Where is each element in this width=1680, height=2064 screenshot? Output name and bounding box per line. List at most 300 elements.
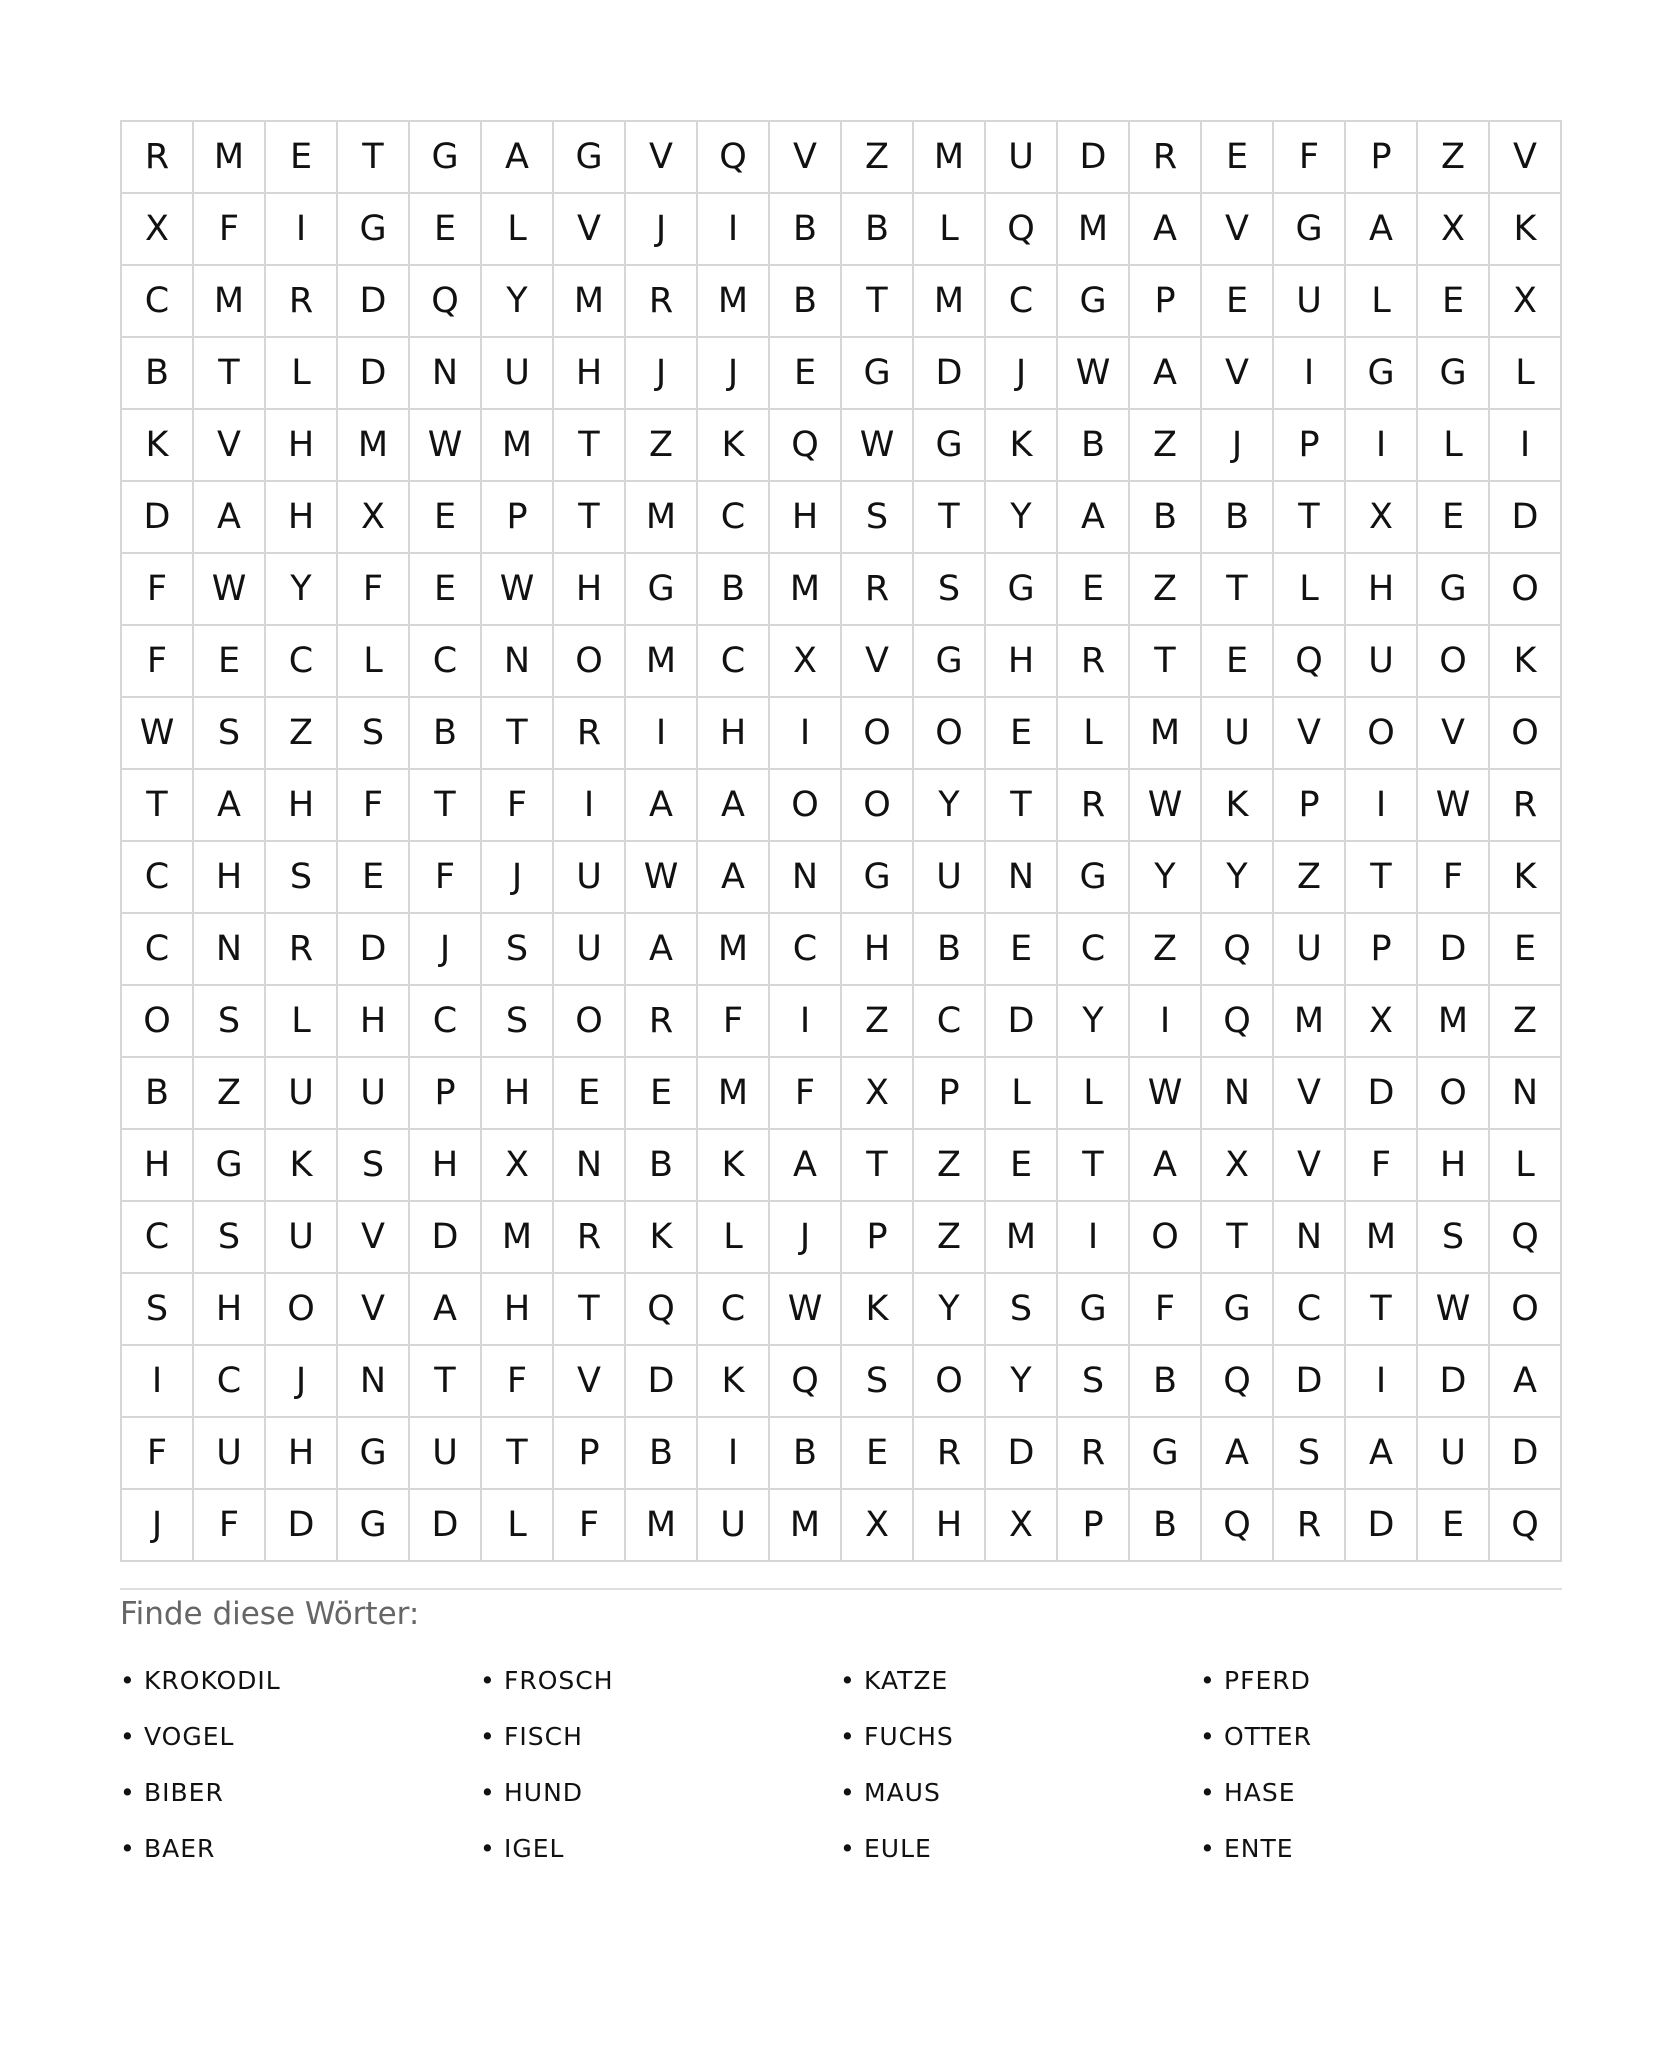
grid-cell[interactable]: O xyxy=(1490,554,1562,626)
grid-cell[interactable]: X xyxy=(482,1130,554,1202)
grid-cell[interactable]: G xyxy=(338,1418,410,1490)
grid-cell[interactable]: D xyxy=(410,1202,482,1274)
grid-cell[interactable]: F xyxy=(554,1490,626,1562)
grid-cell[interactable]: E xyxy=(554,1058,626,1130)
grid-cell[interactable]: G xyxy=(554,122,626,194)
grid-cell[interactable]: U xyxy=(914,842,986,914)
grid-cell[interactable]: C xyxy=(410,626,482,698)
grid-cell[interactable]: F xyxy=(122,554,194,626)
grid-cell[interactable]: O xyxy=(770,770,842,842)
grid-cell[interactable]: A xyxy=(626,770,698,842)
grid-cell[interactable]: Y xyxy=(266,554,338,626)
grid-cell[interactable]: Z xyxy=(1130,914,1202,986)
grid-cell[interactable]: M xyxy=(194,122,266,194)
grid-cell[interactable]: M xyxy=(698,266,770,338)
grid-cell[interactable]: W xyxy=(194,554,266,626)
grid-cell[interactable]: O xyxy=(554,626,626,698)
grid-cell[interactable]: F xyxy=(698,986,770,1058)
grid-cell[interactable]: R xyxy=(1058,1418,1130,1490)
grid-cell[interactable]: M xyxy=(626,1490,698,1562)
grid-cell[interactable]: M xyxy=(626,482,698,554)
grid-cell[interactable]: R xyxy=(1274,1490,1346,1562)
grid-cell[interactable]: E xyxy=(410,554,482,626)
grid-cell[interactable]: L xyxy=(266,338,338,410)
grid-cell[interactable]: H xyxy=(266,770,338,842)
grid-cell[interactable]: J xyxy=(410,914,482,986)
grid-cell[interactable]: A xyxy=(1130,1130,1202,1202)
grid-cell[interactable]: N xyxy=(986,842,1058,914)
grid-cell[interactable]: K xyxy=(698,1346,770,1418)
grid-cell[interactable]: U xyxy=(266,1202,338,1274)
grid-cell[interactable]: Z xyxy=(914,1202,986,1274)
grid-cell[interactable]: C xyxy=(122,842,194,914)
grid-cell[interactable]: U xyxy=(482,338,554,410)
grid-cell[interactable]: Z xyxy=(1274,842,1346,914)
grid-cell[interactable]: F xyxy=(1346,1130,1418,1202)
grid-cell[interactable]: Y xyxy=(986,482,1058,554)
grid-cell[interactable]: N xyxy=(410,338,482,410)
grid-cell[interactable]: K xyxy=(986,410,1058,482)
grid-cell[interactable]: O xyxy=(842,770,914,842)
grid-cell[interactable]: A xyxy=(698,770,770,842)
grid-cell[interactable]: Z xyxy=(842,986,914,1058)
grid-cell[interactable]: U xyxy=(266,1058,338,1130)
grid-cell[interactable]: J xyxy=(986,338,1058,410)
grid-cell[interactable]: D xyxy=(914,338,986,410)
grid-cell[interactable]: E xyxy=(1058,554,1130,626)
grid-cell[interactable]: H xyxy=(482,1058,554,1130)
grid-cell[interactable]: E xyxy=(1202,122,1274,194)
grid-cell[interactable]: D xyxy=(1346,1058,1418,1130)
grid-cell[interactable]: A xyxy=(626,914,698,986)
grid-cell[interactable]: H xyxy=(194,1274,266,1346)
grid-cell[interactable]: U xyxy=(1274,914,1346,986)
grid-cell[interactable]: Q xyxy=(626,1274,698,1346)
grid-cell[interactable]: J xyxy=(626,338,698,410)
grid-cell[interactable]: O xyxy=(1130,1202,1202,1274)
grid-cell[interactable]: V xyxy=(842,626,914,698)
grid-cell[interactable]: M xyxy=(986,1202,1058,1274)
grid-cell[interactable]: U xyxy=(1274,266,1346,338)
grid-cell[interactable]: T xyxy=(554,482,626,554)
grid-cell[interactable]: I xyxy=(1130,986,1202,1058)
grid-cell[interactable]: R xyxy=(1490,770,1562,842)
grid-cell[interactable]: C xyxy=(1274,1274,1346,1346)
grid-cell[interactable]: G xyxy=(194,1130,266,1202)
grid-cell[interactable]: H xyxy=(770,482,842,554)
grid-cell[interactable]: A xyxy=(1130,338,1202,410)
grid-cell[interactable]: M xyxy=(1418,986,1490,1058)
grid-cell[interactable]: D xyxy=(266,1490,338,1562)
grid-cell[interactable]: B xyxy=(770,194,842,266)
grid-cell[interactable]: B xyxy=(770,1418,842,1490)
grid-cell[interactable]: E xyxy=(770,338,842,410)
grid-cell[interactable]: W xyxy=(1418,770,1490,842)
grid-cell[interactable]: W xyxy=(770,1274,842,1346)
grid-cell[interactable]: M xyxy=(482,410,554,482)
grid-cell[interactable]: I xyxy=(770,986,842,1058)
grid-cell[interactable]: Z xyxy=(194,1058,266,1130)
grid-cell[interactable]: U xyxy=(554,914,626,986)
grid-cell[interactable]: H xyxy=(1346,554,1418,626)
grid-cell[interactable]: O xyxy=(842,698,914,770)
grid-cell[interactable]: R xyxy=(122,122,194,194)
grid-cell[interactable]: M xyxy=(626,626,698,698)
grid-cell[interactable]: U xyxy=(410,1418,482,1490)
grid-cell[interactable]: A xyxy=(1346,1418,1418,1490)
grid-cell[interactable]: C xyxy=(266,626,338,698)
grid-cell[interactable]: F xyxy=(482,770,554,842)
grid-cell[interactable]: H xyxy=(194,842,266,914)
grid-cell[interactable]: P xyxy=(842,1202,914,1274)
grid-cell[interactable]: R xyxy=(842,554,914,626)
grid-cell[interactable]: Y xyxy=(986,1346,1058,1418)
grid-cell[interactable]: B xyxy=(122,338,194,410)
grid-cell[interactable]: E xyxy=(1202,266,1274,338)
grid-cell[interactable]: U xyxy=(698,1490,770,1562)
grid-cell[interactable]: S xyxy=(122,1274,194,1346)
grid-cell[interactable]: V xyxy=(1274,1058,1346,1130)
grid-cell[interactable]: H xyxy=(266,1418,338,1490)
grid-cell[interactable]: L xyxy=(1346,266,1418,338)
grid-cell[interactable]: X xyxy=(1346,986,1418,1058)
grid-cell[interactable]: E xyxy=(338,842,410,914)
grid-cell[interactable]: S xyxy=(482,986,554,1058)
grid-cell[interactable]: H xyxy=(914,1490,986,1562)
grid-cell[interactable]: P xyxy=(914,1058,986,1130)
grid-cell[interactable]: Q xyxy=(770,1346,842,1418)
grid-cell[interactable]: A xyxy=(1202,1418,1274,1490)
grid-cell[interactable]: Q xyxy=(1202,914,1274,986)
grid-cell[interactable]: V xyxy=(194,410,266,482)
grid-cell[interactable]: J xyxy=(1202,410,1274,482)
grid-cell[interactable]: B xyxy=(1130,1346,1202,1418)
grid-cell[interactable]: A xyxy=(1058,482,1130,554)
grid-cell[interactable]: G xyxy=(1058,842,1130,914)
grid-cell[interactable]: R xyxy=(266,914,338,986)
grid-cell[interactable]: L xyxy=(1058,698,1130,770)
grid-cell[interactable]: T xyxy=(842,1130,914,1202)
grid-cell[interactable]: C xyxy=(698,626,770,698)
grid-cell[interactable]: H xyxy=(338,986,410,1058)
grid-cell[interactable]: B xyxy=(626,1130,698,1202)
grid-cell[interactable]: R xyxy=(1058,770,1130,842)
grid-cell[interactable]: O xyxy=(1490,1274,1562,1346)
grid-cell[interactable]: O xyxy=(1346,698,1418,770)
grid-cell[interactable]: I xyxy=(1058,1202,1130,1274)
grid-cell[interactable]: E xyxy=(1202,626,1274,698)
grid-cell[interactable]: Y xyxy=(1202,842,1274,914)
grid-cell[interactable]: T xyxy=(194,338,266,410)
grid-cell[interactable]: B xyxy=(1130,1490,1202,1562)
grid-cell[interactable]: K xyxy=(1490,842,1562,914)
grid-cell[interactable]: L xyxy=(266,986,338,1058)
grid-cell[interactable]: K xyxy=(1490,194,1562,266)
grid-cell[interactable]: O xyxy=(1490,698,1562,770)
grid-cell[interactable]: H xyxy=(482,1274,554,1346)
grid-cell[interactable]: X xyxy=(1346,482,1418,554)
grid-cell[interactable]: L xyxy=(1490,338,1562,410)
grid-cell[interactable]: Q xyxy=(698,122,770,194)
grid-cell[interactable]: F xyxy=(194,194,266,266)
grid-cell[interactable]: E xyxy=(986,1130,1058,1202)
grid-cell[interactable]: K xyxy=(266,1130,338,1202)
grid-cell[interactable]: P xyxy=(482,482,554,554)
grid-cell[interactable]: C xyxy=(770,914,842,986)
grid-cell[interactable]: G xyxy=(842,842,914,914)
grid-cell[interactable]: K xyxy=(122,410,194,482)
grid-cell[interactable]: W xyxy=(626,842,698,914)
grid-cell[interactable]: X xyxy=(1490,266,1562,338)
grid-cell[interactable]: J xyxy=(266,1346,338,1418)
grid-cell[interactable]: M xyxy=(914,266,986,338)
grid-cell[interactable]: D xyxy=(122,482,194,554)
grid-cell[interactable]: S xyxy=(482,914,554,986)
grid-cell[interactable]: A xyxy=(410,1274,482,1346)
grid-cell[interactable]: N xyxy=(1202,1058,1274,1130)
grid-cell[interactable]: U xyxy=(1202,698,1274,770)
grid-cell[interactable]: Y xyxy=(914,1274,986,1346)
grid-cell[interactable]: N xyxy=(1274,1202,1346,1274)
grid-cell[interactable]: G xyxy=(1058,266,1130,338)
grid-cell[interactable]: T xyxy=(842,266,914,338)
grid-cell[interactable]: D xyxy=(986,1418,1058,1490)
grid-cell[interactable]: L xyxy=(1058,1058,1130,1130)
grid-cell[interactable]: Z xyxy=(1418,122,1490,194)
grid-cell[interactable]: Q xyxy=(1202,1346,1274,1418)
grid-cell[interactable]: H xyxy=(122,1130,194,1202)
grid-cell[interactable]: D xyxy=(626,1346,698,1418)
grid-cell[interactable]: B xyxy=(914,914,986,986)
grid-cell[interactable]: L xyxy=(986,1058,1058,1130)
grid-cell[interactable]: W xyxy=(842,410,914,482)
grid-cell[interactable]: D xyxy=(1346,1490,1418,1562)
grid-cell[interactable]: T xyxy=(914,482,986,554)
grid-cell[interactable]: A xyxy=(482,122,554,194)
grid-cell[interactable]: G xyxy=(1346,338,1418,410)
grid-cell[interactable]: W xyxy=(1130,770,1202,842)
grid-cell[interactable]: H xyxy=(1418,1130,1490,1202)
grid-cell[interactable]: F xyxy=(1130,1274,1202,1346)
grid-cell[interactable]: G xyxy=(626,554,698,626)
grid-cell[interactable]: Q xyxy=(770,410,842,482)
grid-cell[interactable]: S xyxy=(1274,1418,1346,1490)
grid-cell[interactable]: S xyxy=(1418,1202,1490,1274)
grid-cell[interactable]: J xyxy=(482,842,554,914)
grid-cell[interactable]: K xyxy=(842,1274,914,1346)
grid-cell[interactable]: Q xyxy=(986,194,1058,266)
grid-cell[interactable]: H xyxy=(698,698,770,770)
grid-cell[interactable]: G xyxy=(1418,338,1490,410)
grid-cell[interactable]: I xyxy=(1346,1346,1418,1418)
grid-cell[interactable]: R xyxy=(266,266,338,338)
grid-cell[interactable]: F xyxy=(1418,842,1490,914)
grid-cell[interactable]: Q xyxy=(1202,1490,1274,1562)
grid-cell[interactable]: O xyxy=(1418,1058,1490,1130)
grid-cell[interactable]: T xyxy=(1346,842,1418,914)
grid-cell[interactable]: F xyxy=(338,554,410,626)
grid-cell[interactable]: D xyxy=(1490,482,1562,554)
grid-cell[interactable]: U xyxy=(1346,626,1418,698)
grid-cell[interactable]: V xyxy=(554,194,626,266)
grid-cell[interactable]: V xyxy=(338,1202,410,1274)
grid-cell[interactable]: H xyxy=(554,338,626,410)
grid-cell[interactable]: Z xyxy=(842,122,914,194)
grid-cell[interactable]: G xyxy=(1418,554,1490,626)
grid-cell[interactable]: R xyxy=(554,1202,626,1274)
grid-cell[interactable]: H xyxy=(986,626,1058,698)
grid-cell[interactable]: S xyxy=(194,986,266,1058)
grid-cell[interactable]: U xyxy=(554,842,626,914)
grid-cell[interactable]: P xyxy=(410,1058,482,1130)
grid-cell[interactable]: B xyxy=(842,194,914,266)
grid-cell[interactable]: B xyxy=(698,554,770,626)
grid-cell[interactable]: X xyxy=(122,194,194,266)
grid-cell[interactable]: W xyxy=(122,698,194,770)
grid-cell[interactable]: X xyxy=(842,1490,914,1562)
grid-cell[interactable]: F xyxy=(410,842,482,914)
grid-cell[interactable]: Y xyxy=(482,266,554,338)
grid-cell[interactable]: L xyxy=(698,1202,770,1274)
grid-cell[interactable]: C xyxy=(1058,914,1130,986)
grid-cell[interactable]: G xyxy=(1202,1274,1274,1346)
grid-cell[interactable]: W xyxy=(1418,1274,1490,1346)
grid-cell[interactable]: M xyxy=(1346,1202,1418,1274)
grid-cell[interactable]: L xyxy=(1490,1130,1562,1202)
grid-cell[interactable]: I xyxy=(266,194,338,266)
grid-cell[interactable]: F xyxy=(770,1058,842,1130)
grid-cell[interactable]: H xyxy=(266,410,338,482)
grid-cell[interactable]: A xyxy=(194,770,266,842)
grid-cell[interactable]: T xyxy=(1130,626,1202,698)
grid-cell[interactable]: T xyxy=(554,410,626,482)
grid-cell[interactable]: S xyxy=(986,1274,1058,1346)
grid-cell[interactable]: W xyxy=(410,410,482,482)
grid-cell[interactable]: E xyxy=(842,1418,914,1490)
grid-cell[interactable]: G xyxy=(338,1490,410,1562)
grid-cell[interactable]: C xyxy=(698,482,770,554)
grid-cell[interactable]: B xyxy=(1130,482,1202,554)
grid-cell[interactable]: A xyxy=(194,482,266,554)
grid-cell[interactable]: F xyxy=(122,1418,194,1490)
grid-cell[interactable]: O xyxy=(266,1274,338,1346)
grid-cell[interactable]: E xyxy=(1418,266,1490,338)
grid-cell[interactable]: Q xyxy=(410,266,482,338)
grid-cell[interactable]: C xyxy=(914,986,986,1058)
grid-cell[interactable]: X xyxy=(842,1058,914,1130)
grid-cell[interactable]: E xyxy=(1490,914,1562,986)
grid-cell[interactable]: C xyxy=(122,266,194,338)
grid-cell[interactable]: X xyxy=(1202,1130,1274,1202)
grid-cell[interactable]: A xyxy=(1130,194,1202,266)
grid-cell[interactable]: M xyxy=(1058,194,1130,266)
grid-cell[interactable]: M xyxy=(1130,698,1202,770)
grid-cell[interactable]: B xyxy=(122,1058,194,1130)
grid-cell[interactable]: V xyxy=(1418,698,1490,770)
grid-cell[interactable]: S xyxy=(338,1130,410,1202)
grid-cell[interactable]: W xyxy=(482,554,554,626)
grid-cell[interactable]: D xyxy=(1058,122,1130,194)
grid-cell[interactable]: N xyxy=(770,842,842,914)
grid-cell[interactable]: N xyxy=(554,1130,626,1202)
grid-cell[interactable]: T xyxy=(986,770,1058,842)
grid-cell[interactable]: W xyxy=(1058,338,1130,410)
grid-cell[interactable]: K xyxy=(1490,626,1562,698)
grid-cell[interactable]: Z xyxy=(914,1130,986,1202)
grid-cell[interactable]: S xyxy=(266,842,338,914)
grid-cell[interactable]: Y xyxy=(1058,986,1130,1058)
grid-cell[interactable]: C xyxy=(698,1274,770,1346)
grid-cell[interactable]: X xyxy=(338,482,410,554)
grid-cell[interactable]: T xyxy=(1202,554,1274,626)
grid-cell[interactable]: P xyxy=(1274,410,1346,482)
grid-cell[interactable]: E xyxy=(986,914,1058,986)
grid-cell[interactable]: J xyxy=(122,1490,194,1562)
grid-cell[interactable]: B xyxy=(770,266,842,338)
grid-cell[interactable]: I xyxy=(1274,338,1346,410)
grid-cell[interactable]: V xyxy=(1490,122,1562,194)
grid-cell[interactable]: A xyxy=(698,842,770,914)
grid-cell[interactable]: S xyxy=(842,482,914,554)
grid-cell[interactable]: H xyxy=(410,1130,482,1202)
grid-cell[interactable]: E xyxy=(626,1058,698,1130)
grid-cell[interactable]: G xyxy=(1130,1418,1202,1490)
grid-cell[interactable]: T xyxy=(482,698,554,770)
grid-cell[interactable]: D xyxy=(1490,1418,1562,1490)
grid-cell[interactable]: B xyxy=(410,698,482,770)
grid-cell[interactable]: F xyxy=(194,1490,266,1562)
grid-cell[interactable]: Q xyxy=(1274,626,1346,698)
grid-cell[interactable]: Q xyxy=(1490,1490,1562,1562)
grid-cell[interactable]: L xyxy=(1418,410,1490,482)
grid-cell[interactable]: H xyxy=(554,554,626,626)
grid-cell[interactable]: L xyxy=(338,626,410,698)
grid-cell[interactable]: I xyxy=(698,1418,770,1490)
grid-cell[interactable]: S xyxy=(194,698,266,770)
grid-cell[interactable]: T xyxy=(482,1418,554,1490)
grid-cell[interactable]: P xyxy=(1130,266,1202,338)
grid-cell[interactable]: E xyxy=(1418,1490,1490,1562)
grid-cell[interactable]: R xyxy=(914,1418,986,1490)
grid-cell[interactable]: D xyxy=(1274,1346,1346,1418)
grid-cell[interactable]: T xyxy=(410,1346,482,1418)
grid-cell[interactable]: Y xyxy=(914,770,986,842)
grid-cell[interactable]: I xyxy=(1346,410,1418,482)
grid-cell[interactable]: B xyxy=(1058,410,1130,482)
grid-cell[interactable]: Z xyxy=(266,698,338,770)
grid-cell[interactable]: E xyxy=(410,194,482,266)
grid-cell[interactable]: C xyxy=(194,1346,266,1418)
grid-cell[interactable]: T xyxy=(1058,1130,1130,1202)
grid-cell[interactable]: E xyxy=(194,626,266,698)
grid-cell[interactable]: E xyxy=(266,122,338,194)
grid-cell[interactable]: R xyxy=(626,986,698,1058)
grid-cell[interactable]: G xyxy=(914,626,986,698)
grid-cell[interactable]: J xyxy=(770,1202,842,1274)
grid-cell[interactable]: A xyxy=(1346,194,1418,266)
grid-cell[interactable]: P xyxy=(1346,122,1418,194)
grid-cell[interactable]: V xyxy=(626,122,698,194)
grid-cell[interactable]: G xyxy=(338,194,410,266)
grid-cell[interactable]: N xyxy=(194,914,266,986)
grid-cell[interactable]: S xyxy=(194,1202,266,1274)
grid-cell[interactable]: T xyxy=(338,122,410,194)
grid-cell[interactable]: Y xyxy=(1130,842,1202,914)
grid-cell[interactable]: D xyxy=(338,914,410,986)
grid-cell[interactable]: A xyxy=(1490,1346,1562,1418)
grid-cell[interactable]: D xyxy=(338,266,410,338)
grid-cell[interactable]: X xyxy=(1418,194,1490,266)
